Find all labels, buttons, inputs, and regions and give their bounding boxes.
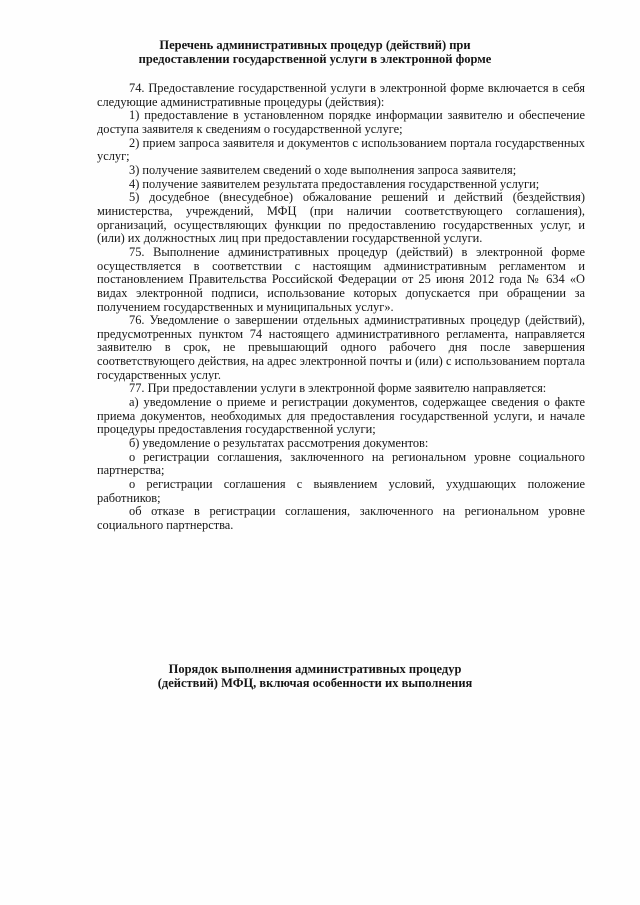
heading-line: Порядок выполнения административных процедур bbox=[168, 662, 462, 676]
sub-item-registration-worsening: о регистрации соглашения с выявлением условий, ухудшающих положение работников; bbox=[97, 477, 585, 505]
paragraph-74: 74. Предоставление государственной услуги в электронной форме включается в себя следующие административные процедуры (действия): bbox=[97, 81, 585, 109]
heading-line: предоставлении государственной услуги в электронной форме bbox=[138, 52, 492, 66]
list-item-5: 5) досудебное (внесудебное) обжалование решений и действий (бездействия) министерства, учреждений, МФЦ (при наличии соответствующего соглашения), организаций, осуществляющих функции по предоставлению государственных услуг, и (или) их должностных лиц при предоставлении государственной услуги. bbox=[97, 190, 585, 246]
paragraph-75: 75. Выполнение административных процедур (действий) в электронной форме осуществляется в соответствии с настоящим административным регламентом и постановлением Правительства Российской Федерации от 25 июня 2012 года № 634 «О видах электронной подписи, использование которых допускается при обращении за получением государственных и муниципальных услуг». bbox=[97, 244, 585, 314]
list-item-1: 1) предоставление в установленном порядке информации заявителю и обеспечение доступа заявителя к сведениям о государственной услуге; bbox=[97, 108, 585, 136]
section-heading-electronic-procedures bbox=[100, 38, 530, 66]
heading-line: (действий) МФЦ, включая особенности их выполнения bbox=[157, 676, 473, 690]
list-item-2: 2) прием запроса заявителя и документов с использованием портала государственных услуг; bbox=[97, 135, 585, 164]
document-body bbox=[97, 82, 585, 533]
sub-item-refusal: об отказе в регистрации соглашения, заключенного на региональном уровне социального партнерства. bbox=[97, 504, 585, 532]
list-item-3: 3) получение заявителем сведений о ходе выполнения запроса заявителя; bbox=[129, 162, 517, 177]
paragraph-77: 77. При предоставлении услуги в электронной форме заявителю направляется: bbox=[129, 381, 547, 396]
sub-item-registration: о регистрации соглашения, заключенного на региональном уровне социального партнерства; bbox=[97, 449, 585, 478]
list-item-a: а) уведомление о приеме и регистрации документов, содержащее сведения о факте приема документов, необходимых для предоставления государственной услуги, и начале процедуры предоставления государственной услуги; bbox=[97, 395, 585, 437]
list-item-b: б) уведомление о результатах рассмотрения документов: bbox=[129, 436, 429, 451]
paragraph-76: 76. Уведомление о завершении отдельных административных процедур (действий), предусмотренных пунктом 74 настоящего административного регламента, направляется заявителю в срок, не превышающий одного рабочего дня после завершения соответствующего действия, на адрес электронной почты и (или) с использованием портала государственных услуг. bbox=[97, 313, 585, 382]
list-item-4: 4) получение заявителем результата предоставления государственной услуги; bbox=[129, 176, 540, 191]
heading-line: Перечень административных процедур (действий) при bbox=[159, 38, 471, 52]
section-heading-mfc-procedures bbox=[100, 662, 530, 690]
